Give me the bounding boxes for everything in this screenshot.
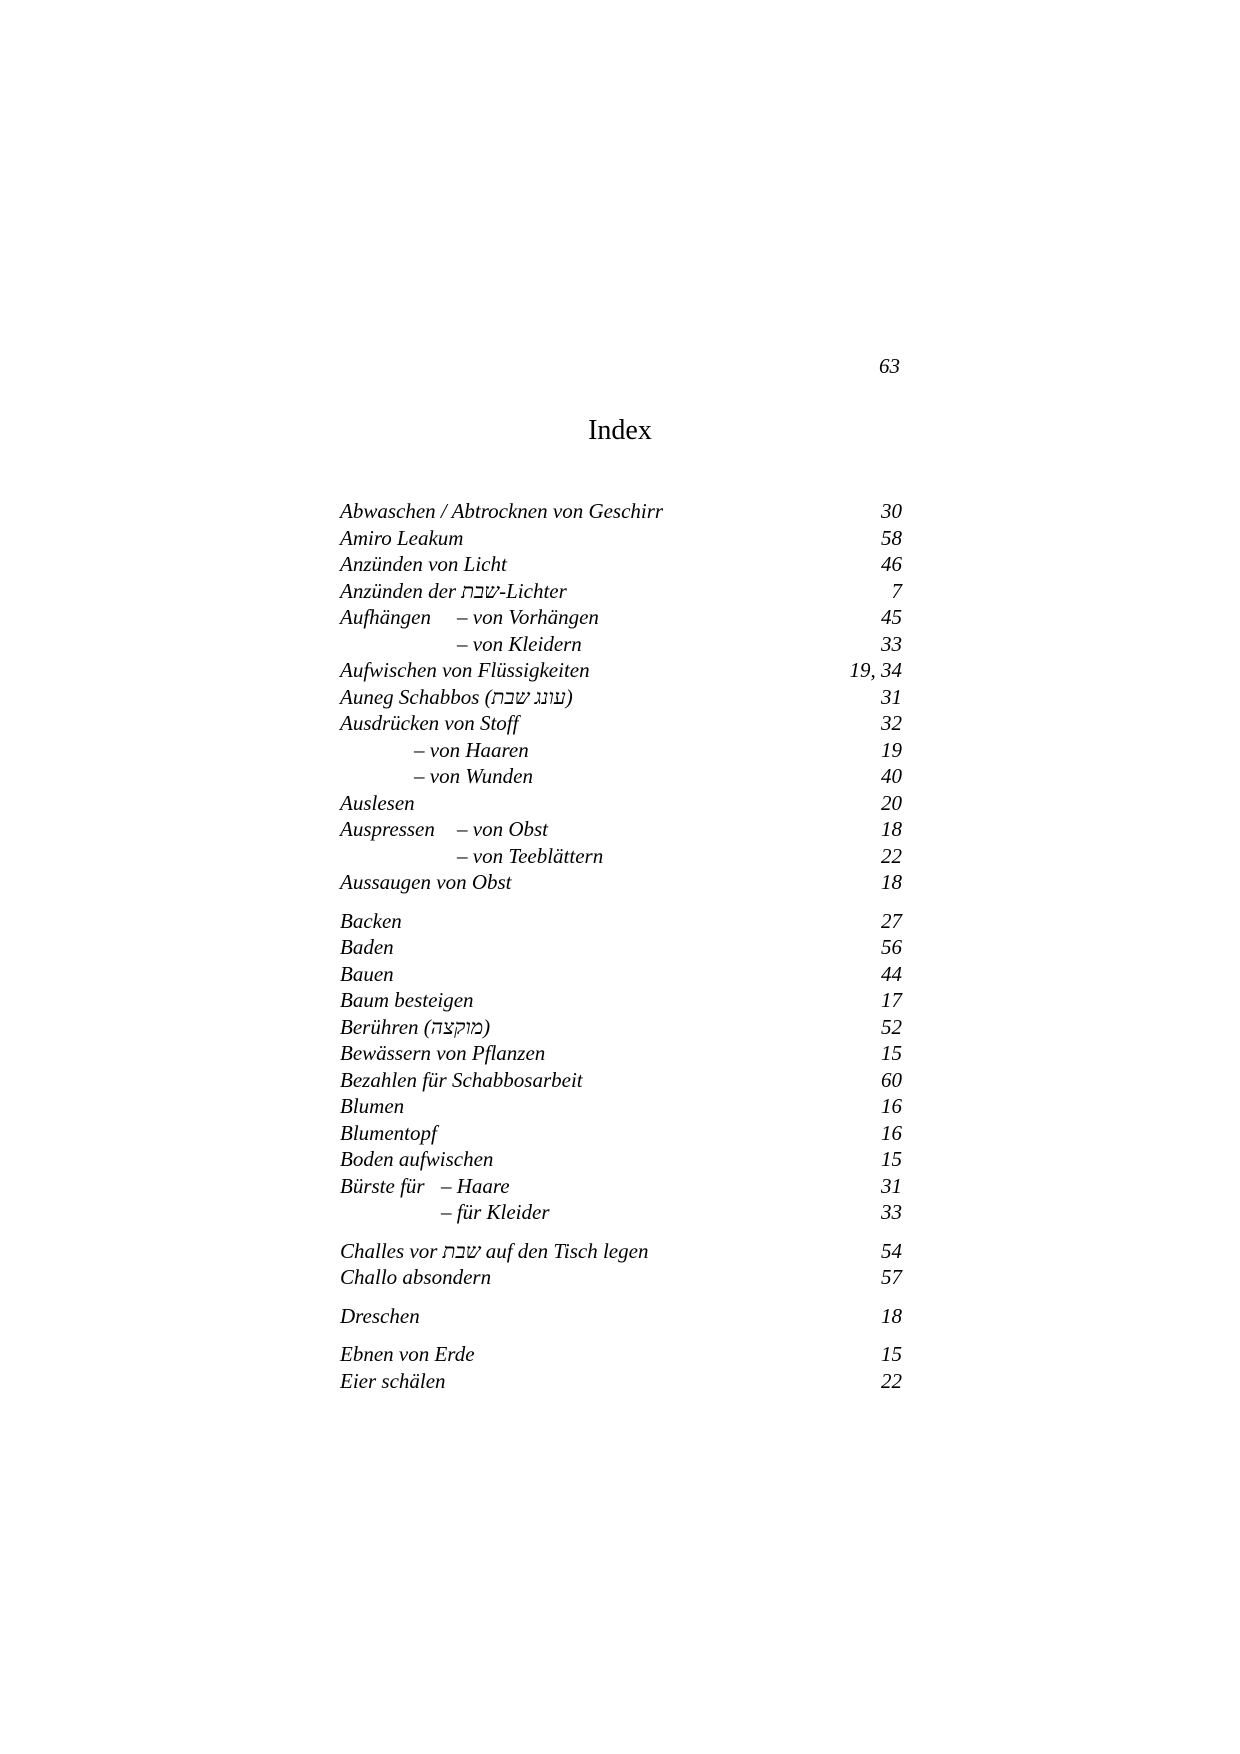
- index-pages: 31: [881, 684, 902, 709]
- index-pages: 46: [881, 552, 902, 576]
- index-term: Berühren (מוקצה): [340, 1014, 491, 1039]
- index-entry: [340, 869, 902, 896]
- index-entry: [340, 1341, 902, 1368]
- index-pages: 60: [881, 1067, 902, 1092]
- index-pages: 40: [881, 764, 902, 788]
- index-subterm: – von Haaren: [414, 737, 529, 762]
- index-subterm: – von Wunden: [414, 764, 533, 788]
- index-pages: 7: [891, 578, 902, 603]
- index-pages: 16: [881, 1094, 902, 1118]
- index-entry: [340, 551, 902, 578]
- index-term-group: [340, 604, 599, 631]
- index-pages: 27: [881, 908, 902, 933]
- index-subterm: – für Kleider: [441, 1200, 550, 1224]
- index-pages: 15: [881, 1342, 902, 1366]
- index-pages: 44: [881, 961, 902, 986]
- index-subterm: – von Teeblättern: [457, 843, 604, 868]
- index-entry: [340, 816, 902, 843]
- index-entry: [340, 684, 902, 711]
- index-subterm: – von Vorhängen: [457, 605, 599, 629]
- index-entry: [340, 1014, 902, 1041]
- index-entry: [340, 1238, 902, 1265]
- index-term: Eier schälen: [340, 1368, 446, 1393]
- index-term: Abwaschen / Abtrocknen von Geschirr: [340, 499, 664, 523]
- index-pages: 52: [881, 1014, 902, 1039]
- index-section-c: [340, 1238, 902, 1291]
- index-entry: [340, 1264, 902, 1291]
- index-entry: [340, 1199, 902, 1226]
- index-pages: 45: [881, 605, 902, 629]
- index-entry: [340, 1067, 902, 1094]
- index-entry: [340, 1093, 902, 1120]
- index-entry: [340, 604, 902, 631]
- page-number: 63: [879, 354, 900, 378]
- page-title: [0, 414, 1240, 448]
- index-entry: [340, 1303, 902, 1330]
- index-term: Aufwischen von Flüssigkeiten: [340, 658, 590, 682]
- index-pages: 56: [881, 935, 902, 959]
- index-term: Bauen: [340, 961, 394, 986]
- index-term: Baden: [340, 935, 394, 959]
- index-term: Boden aufwischen: [340, 1147, 494, 1171]
- index-term: Ausdrücken von Stoff: [340, 711, 519, 735]
- index-term: Auslesen: [340, 790, 415, 815]
- index-entry: [340, 961, 902, 988]
- index-entry: [340, 1120, 902, 1147]
- index-term-group: [340, 1173, 510, 1200]
- index-section-a: [340, 498, 902, 896]
- index-term: Baum besteigen: [340, 988, 474, 1012]
- index-term: Ebnen von Erde: [340, 1342, 475, 1366]
- index-pages: 19, 34: [849, 658, 902, 682]
- index-term: Challes vor שבת auf den Tisch legen: [340, 1238, 649, 1263]
- index-term: Blumen: [340, 1094, 405, 1118]
- index-pages: 19: [881, 737, 902, 762]
- index-pages: 22: [881, 1368, 902, 1393]
- index-pages: 54: [881, 1238, 902, 1263]
- index-entry: [340, 1040, 902, 1067]
- index-pages: 18: [881, 870, 902, 894]
- index-pages: 22: [881, 843, 902, 868]
- index-entry: [340, 710, 902, 737]
- index-head-term: Auspressen: [340, 817, 435, 841]
- page-title-text: Index: [588, 415, 652, 446]
- index-entry: [340, 987, 902, 1014]
- index-term: Challo absondern: [340, 1265, 492, 1289]
- index-entry: [340, 1146, 902, 1173]
- index-pages: 58: [881, 525, 902, 550]
- index-pages: 18: [881, 817, 902, 841]
- index-pages: 30: [881, 499, 902, 523]
- index-section-b: [340, 908, 902, 1226]
- index-list: [340, 498, 902, 1394]
- index-term: Bewässern von Pflanzen: [340, 1041, 546, 1065]
- index-pages: 33: [881, 631, 902, 656]
- index-entry: [340, 1368, 902, 1395]
- index-entry: [340, 631, 902, 658]
- index-pages: 15: [881, 1041, 902, 1065]
- index-entry: [340, 525, 902, 552]
- index-subterm: – von Kleidern: [457, 631, 582, 656]
- index-pages: 15: [881, 1147, 902, 1171]
- index-pages: 18: [881, 1303, 902, 1328]
- index-term: Backen: [340, 908, 402, 933]
- index-entry: [340, 908, 902, 935]
- index-pages: 31: [881, 1173, 902, 1198]
- index-entry: [340, 763, 902, 790]
- index-term: Aussaugen von Obst: [340, 870, 512, 894]
- index-term: Anzünden von Licht: [340, 552, 507, 576]
- index-subterm: – von Obst: [457, 817, 548, 841]
- index-term-group: [340, 816, 548, 843]
- index-term: Bezahlen für Schabbosarbeit: [340, 1067, 583, 1092]
- index-pages: 57: [881, 1265, 902, 1289]
- index-term: Auneg Schabbos (עונג שבת): [340, 684, 573, 709]
- index-entry: [340, 934, 902, 961]
- index-entry: [340, 737, 902, 764]
- index-pages: 17: [881, 988, 902, 1012]
- index-entry: [340, 498, 902, 525]
- index-subterm: – Haare: [441, 1173, 510, 1198]
- index-entry: [340, 843, 902, 870]
- index-pages: 33: [881, 1200, 902, 1224]
- index-section-e: [340, 1341, 902, 1394]
- index-entry: [340, 578, 902, 605]
- index-pages: 16: [881, 1120, 902, 1145]
- index-term: Anzünden der שבת-Lichter: [340, 578, 567, 603]
- index-pages: 32: [881, 711, 902, 735]
- index-section-d: [340, 1303, 902, 1330]
- index-pages: 20: [881, 790, 902, 815]
- index-head-term: Aufhängen: [340, 605, 431, 629]
- index-entry: [340, 790, 902, 817]
- index-entry: [340, 657, 902, 684]
- index-term: Blumentopf: [340, 1120, 437, 1145]
- index-term: Dreschen: [340, 1303, 420, 1328]
- index-head-term: Bürste für: [340, 1173, 425, 1198]
- index-term: Amiro Leakum: [340, 525, 464, 550]
- index-entry: [340, 1173, 902, 1200]
